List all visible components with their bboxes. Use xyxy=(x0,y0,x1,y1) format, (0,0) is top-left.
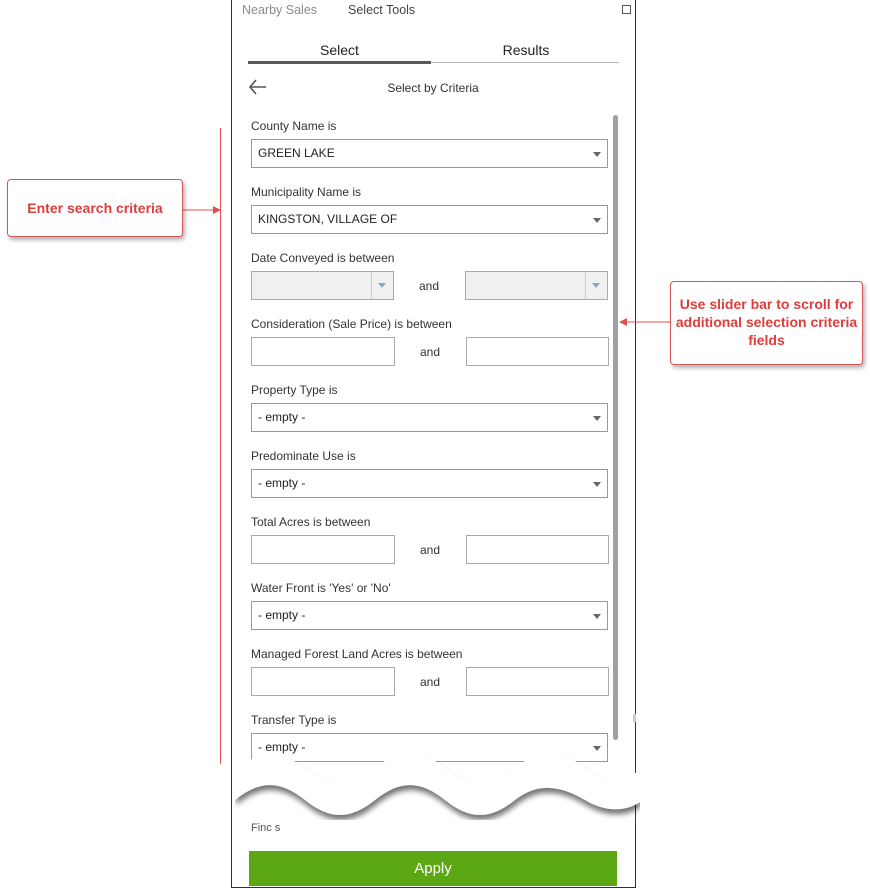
calendar-dropdown-icon[interactable] xyxy=(585,272,607,299)
date-label: Date Conveyed is between xyxy=(251,251,395,265)
municipality-value: KINGSTON, VILLAGE OF xyxy=(258,212,398,226)
consideration-max-input[interactable] xyxy=(466,337,609,366)
and-text: and xyxy=(419,345,441,359)
mfl-max-input[interactable] xyxy=(466,667,609,696)
annotation-bracket-line xyxy=(220,128,221,764)
scrollbar-edge xyxy=(633,714,636,722)
tab-select[interactable]: Select xyxy=(320,42,359,58)
and-text: and xyxy=(419,675,441,689)
tab-divider xyxy=(431,62,619,63)
chevron-down-icon xyxy=(593,416,601,421)
mfl-min-input[interactable] xyxy=(251,667,395,696)
water-front-value: - empty - xyxy=(258,608,306,622)
property-type-select[interactable] xyxy=(251,403,608,432)
total-acres-min-input[interactable] xyxy=(251,535,395,564)
partial-field-label: Finc s xyxy=(251,822,281,834)
chevron-down-icon xyxy=(593,482,601,487)
date-end-field[interactable] xyxy=(465,271,608,300)
predominate-use-label: Predominate Use is xyxy=(251,449,356,463)
chevron-down-icon xyxy=(593,152,601,157)
and-text: and xyxy=(419,543,441,557)
annotation-scroll-slider: Use slider bar to scroll for additional selection criteria fields xyxy=(670,281,863,365)
chevron-down-icon xyxy=(593,614,601,619)
calendar-dropdown-icon[interactable] xyxy=(371,272,393,299)
water-front-label: Water Front is 'Yes' or 'No' xyxy=(251,581,391,595)
water-front-select[interactable] xyxy=(251,601,608,630)
chevron-down-icon xyxy=(593,218,601,223)
and-text: and xyxy=(418,279,440,293)
consideration-min-input[interactable] xyxy=(251,337,395,366)
consideration-label: Consideration (Sale Price) is between xyxy=(251,317,452,331)
county-select[interactable] xyxy=(251,139,608,168)
transfer-type-label: Transfer Type is xyxy=(251,713,337,727)
total-acres-label: Total Acres is between xyxy=(251,515,371,529)
county-value: GREEN LAKE xyxy=(258,146,335,160)
predominate-use-select[interactable] xyxy=(251,469,608,498)
property-type-label: Property Type is xyxy=(251,383,338,397)
tab-select-indicator xyxy=(248,61,431,64)
scrollbar-thumb[interactable] xyxy=(613,115,618,740)
transfer-type-value: - empty - xyxy=(258,740,306,754)
tab-results[interactable]: Results xyxy=(502,42,550,58)
date-start-field[interactable] xyxy=(251,271,394,300)
annotation-arrow-left xyxy=(183,204,223,216)
total-acres-max-input[interactable] xyxy=(466,535,609,564)
torn-edge-divider xyxy=(235,740,640,820)
restore-window-icon[interactable] xyxy=(622,5,631,14)
apply-button[interactable]: Apply xyxy=(249,851,617,886)
tab-nearby-sales[interactable]: Nearby Sales xyxy=(242,3,318,17)
page-title: Select by Criteria xyxy=(387,81,479,95)
municipality-label: Municipality Name is xyxy=(251,185,362,199)
annotation-arrow-right xyxy=(617,316,672,328)
tab-select-tools[interactable]: Select Tools xyxy=(348,3,416,17)
predominate-use-value: - empty - xyxy=(258,476,306,490)
county-label: County Name is xyxy=(251,119,337,133)
annotation-enter-criteria: Enter search criteria xyxy=(7,179,183,237)
property-type-value: - empty - xyxy=(258,410,306,424)
municipality-select[interactable] xyxy=(251,205,608,234)
mfl-label: Managed Forest Land Acres is between xyxy=(251,647,463,661)
